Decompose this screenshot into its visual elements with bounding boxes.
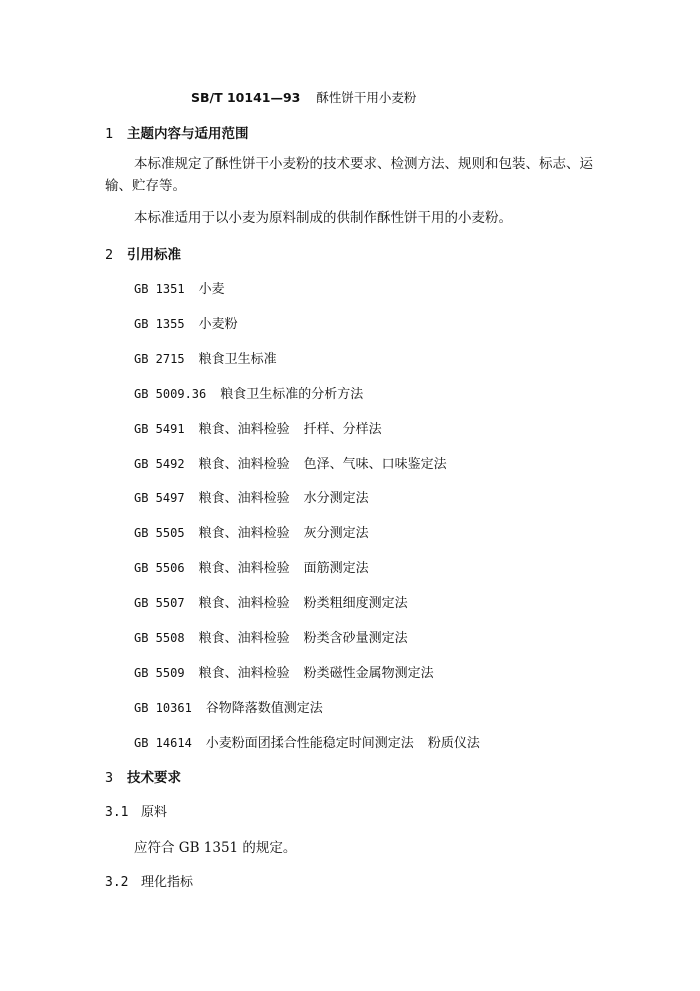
reference-code: GB 1355 [134,316,185,331]
reference-code: GB 5009.36 [134,386,207,401]
paragraph-applicability: 本标准适用于以小麦为原料制成的供制作酥性饼干用的小麦粉。 [134,210,512,226]
section-number: 3 [105,770,114,786]
subsection-heading-3-1 [105,801,167,820]
reference-subtitle: 粉类磁性金属物测定法 [303,665,434,681]
reference-item [134,662,434,681]
subsection-number: 3.2 [105,875,129,890]
reference-title: 粮食、油料检验 [198,665,290,681]
standard-name: 酥性饼干用小麦粉 [316,90,417,105]
reference-title: 小麦粉 [198,316,238,332]
reference-code: GB 5491 [134,421,185,436]
reference-item [134,487,369,506]
reference-title: 粮食卫生标准的分析方法 [220,386,364,402]
reference-subtitle: 色泽、气味、口味鉴定法 [303,456,447,472]
reference-item [134,383,363,402]
section-heading-1 [105,122,249,142]
section-number: 2 [105,247,114,263]
paragraph-scope: 本标准规定了酥性饼干小麦粉的技术要求、检测方法、规则和包装、标志、运输、贮存等。 [105,156,593,194]
reference-item [134,348,277,367]
reference-title: 粮食、油料检验 [198,561,290,577]
reference-title: 粮食卫生标准 [198,351,277,367]
reference-title: 小麦 [198,282,225,297]
reference-code: GB 14614 [134,735,192,750]
reference-title: 粮食、油料检验 [198,491,290,507]
subsection-number: 3.1 [105,805,129,820]
standard-code: SB/T 10141—93 [191,90,301,105]
reference-item [134,453,447,472]
reference-subtitle: 粉类含砂量测定法 [303,631,408,646]
section-title: 引用标准 [127,247,181,263]
subsection-title: 原料 [141,805,168,820]
section-heading-3 [105,766,181,786]
reference-title: 粮食、油料检验 [198,526,290,542]
reference-code: GB 10361 [134,700,192,715]
reference-code: GB 5509 [134,665,185,680]
reference-code: GB 5497 [134,491,185,506]
document-title [191,88,416,106]
reference-item [134,278,225,297]
reference-subtitle: 扦样、分样法 [303,421,382,437]
reference-code: GB 2715 [134,351,185,366]
reference-title: 粮食、油料检验 [198,596,290,612]
reference-subtitle: 面筋测定法 [303,561,369,577]
section-title: 技术要求 [127,770,181,786]
section-number: 1 [105,126,114,142]
reference-code: GB 5506 [134,561,185,576]
reference-code: GB 5507 [134,596,185,611]
requirement-text: 应符合 GB 1351 的规定。 [134,840,297,856]
section-title: 主题内容与适用范围 [127,126,249,142]
section-heading-2 [105,243,181,263]
reference-title: 谷物降落数值测定法 [205,700,323,716]
reference-item [134,557,369,576]
subsection-title: 理化指标 [141,875,194,890]
reference-title: 粮食、油料检验 [198,631,290,646]
reference-item [134,418,382,437]
reference-code: GB 1351 [134,282,185,296]
subsection-heading-3-2 [105,871,193,890]
reference-item [134,627,408,646]
reference-code: GB 5505 [134,526,185,541]
reference-item [134,732,480,751]
reference-title: 粮食、油料检验 [198,456,290,472]
reference-item [134,313,238,332]
reference-subtitle: 粉质仪法 [427,735,480,751]
reference-subtitle: 水分测定法 [303,491,369,507]
reference-item [134,592,408,611]
reference-code: GB 5492 [134,456,185,471]
reference-subtitle: 粉类粗细度测定法 [303,596,408,612]
reference-item [134,697,323,716]
reference-title: 小麦粉面团揉合性能稳定时间测定法 [205,735,414,751]
reference-title: 粮食、油料检验 [198,421,290,437]
reference-item [134,522,369,541]
reference-subtitle: 灰分测定法 [303,526,369,542]
reference-code: GB 5508 [134,631,185,645]
